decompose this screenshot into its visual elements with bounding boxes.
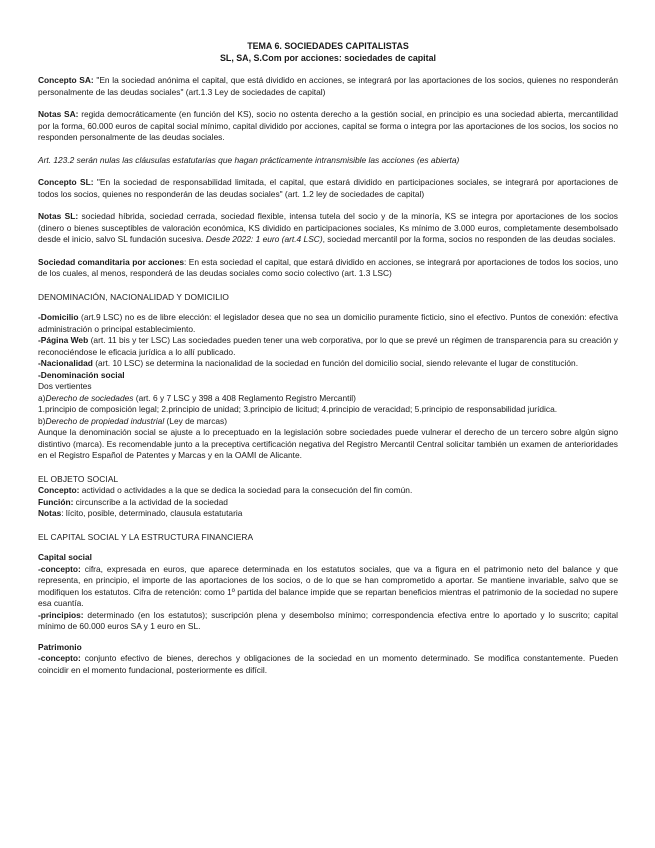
capital-principios-text: determinado (en los estatutos); suscripción plena y desembolso mínimo; correspondencia efectiva entre lo aportado y lo suscrito; capital mínimo de 60.000 euros SA y 1 euro en SL. [38,609,618,631]
capital-principios-label: -principios: [38,609,84,620]
comanditaria-paragraph [38,257,618,280]
nacionalidad-paragraph [38,358,618,370]
pagina-web-label: -Página Web [38,335,89,345]
concepto-sa-label: Concepto SA: [38,75,94,85]
objeto-funcion-text: circunscribe a la actividad de la sociedad [73,496,228,507]
patrimonio-concepto-text: conjunto efectivo de bienes, derechos y obligaciones de la sociedad en un momento determinado. Se modifica constantemente. Pueden coincidir en el momento fundacional, posteriormente es difícil. [38,653,618,675]
vertiente-b-prefix: b) [38,415,46,426]
concepto-sa-paragraph [38,75,618,98]
document-subtitle: SL, SA, S.Com por acciones: sociedades de capital [219,53,437,63]
objeto-concepto [38,485,618,497]
objeto-concepto-label: Concepto: [38,485,80,495]
notas-sl-paragraph [38,211,618,246]
domicilio-text: (art.9 LSC) no es de libre elección: el legislador desea que no sea un domicilio puramente ficticio, sino el efectivo. Puntos de conexión: efectiva administración o principal establecimiento. [38,312,618,334]
notas-sa-paragraph [38,109,618,144]
vertiente-b-title: Derecho de propiedad industrial [45,415,165,426]
patrimonio-concepto-label: -concepto: [38,653,81,663]
capital-social-concepto [38,564,618,610]
pagina-web-text: (art. 11 bis y ter LSC) Las sociedades pueden tener una web corporativa, por lo que se prevé un régimen de transparencia para su creación y reconociéndose le eficacia jurídica a lo allí publicado. [38,335,618,357]
vertiente-b-text: (Ley de marcas) [164,415,228,426]
document-title: TEMA 6. SOCIEDADES CAPITALISTAS [247,41,409,51]
section-objeto-heading: EL OBJETO SOCIAL [38,473,119,484]
comanditaria-label: Sociedad comanditaria por acciones [38,256,184,267]
objeto-funcion [38,497,618,509]
document-page [38,40,618,676]
concepto-sl-paragraph [38,177,618,200]
nacionalidad-text: (art. 10 LSC) se determina la nacionalidad de la sociedad en función del domicilio social, siendo relevante el lugar de constitución. [92,358,579,368]
vertiente-a-text: (art. 6 y 7 LSC y 398 a 408 Reglamento Registro Mercantil) [133,392,356,403]
objeto-funcion-label: Función: [38,496,74,507]
domicilio-label: -Domicilio [38,312,79,322]
patrimonio-concepto [38,653,618,676]
section-denominacion-heading: DENOMINACIÓN, NACIONALIDAD Y DOMICILIO [38,291,230,302]
vertiente-a-title: Derecho de sociedades [45,392,134,403]
capital-social-principios [38,610,618,633]
section-capital-heading: EL CAPITAL SOCIAL Y LA ESTRUCTURA FINANCIERA [38,531,254,542]
aunque-paragraph: Aunque la denominación social se ajuste a lo preceptuado en la legislación sobre sociedades puede vulnerar el derecho de un tercero sobre algún signo distintivo (marca). Es recomendable junto a la preceptiva certificación negativa del Registro Mercantil Central solicitar también un examen de anterioridades en el Registro Español de Patentes y Marcas y en la OAMI de Alicante. [38,427,618,460]
capital-social-heading: Capital social [38,552,92,562]
nacionalidad-label: -Nacionalidad [38,358,93,368]
pagina-web-paragraph [38,335,618,358]
notas-sa-label: Notas SA: [38,109,79,119]
comanditaria-text: : En esta sociedad el capital, que estará dividido en acciones, se integrará por aportaciones de todos los socios, uno de los cuales, al menos, responderá de las deudas sociales como socio colectivo (art. 1.3 LSC) [38,256,619,278]
concepto-sa-text: "En la sociedad anónima el capital, que está dividido en acciones, se integrará por las aportaciones de los socios, quienes no responderán personalmente de las deudas sociales" (art.1.3 Ley de sociedades de capital) [38,75,618,97]
objeto-notas-label: Notas [38,508,62,518]
vertiente-b [38,416,618,428]
notas-sl-tail: , sociedad mercantil por la forma, socios no responden de las deudas sociales. [322,234,616,244]
concepto-sl-label: Concepto SL: [38,177,94,187]
capital-concepto-text: cifra, expresada en euros, que aparece determinada en los estatutos sociales, que va a figura en el patrimonio neto del balance y que representa, en principio, el importe de las aportaciones de los socios, o de lo que se han comprometido a aportar. Se mantiene invariable, salvo que se modifiquen los estatutos. Cifra de retención: como 1º partida del balance impide que se repartan beneficios mientras el patrimonio de la sociedad no supere esa cuantía. [38,563,618,608]
concepto-sl-text: "En la sociedad de responsabilidad limitada, el capital, que estará dividido en participaciones sociales, se integrará por aportaciones de todos los socios, quienes no responderán de las deudas sociales" (art. 1.2 ley de sociedades de capital) [38,177,618,199]
principios-list: 1.principio de composición legal; 2.principio de unidad; 3.principio de licitud; 4.principio de veracidad; 5.principio de responsabilidad jurídica. [38,404,558,414]
notas-sl-text: sociedad híbrida, sociedad cerrada, sociedad flexible, intensa tutela del socio y de la minoría, KS se integra por aportaciones de los socios (dinero o bienes susceptibles de valoración económica, KS dividido en participaciones sociales, Ks mínimo de 3.000 euros, completamente desembolsado desde el inicio, salvo SL fundación sucesiva. [38,211,618,244]
objeto-notas [38,508,618,520]
objeto-concepto-text: actividad o actividades a la que se dedica la sociedad para la consecución del fin común. [79,485,413,495]
denominacion-social-heading: -Denominación social [38,369,125,380]
patrimonio-heading: Patrimonio [38,641,82,652]
vertiente-a [38,393,618,405]
notas-sl-label: Notas SL: [38,211,79,221]
art-123-note: Art. 123.2 serán nulas las cláusulas estatutarias que hagan prácticamente intransmisible las acciones (es abierta) [38,154,460,165]
capital-concepto-label: -concepto: [38,563,81,574]
vertiente-a-prefix: a) [38,392,46,403]
domicilio-paragraph [38,312,618,335]
notas-sa-text: regida democráticamente (en función del KS), socio no ostenta derecho a la gestión social, en principio es una sociedad abierta, mercantilidad por la forma, 60.000 euros de capital social mínimo, capital dividido por acciones, capital se forma o integra por las aportaciones de los socios, los socios no responden personalmente de las deudas sociales. [38,109,618,142]
objeto-notas-text: : lícito, posible, determinado, clausula estatutaria [61,508,243,518]
notas-sl-italic: Desde 2022: 1 euro (art.4 LSC) [205,234,323,244]
dos-vertientes: Dos vertientes [38,381,92,391]
